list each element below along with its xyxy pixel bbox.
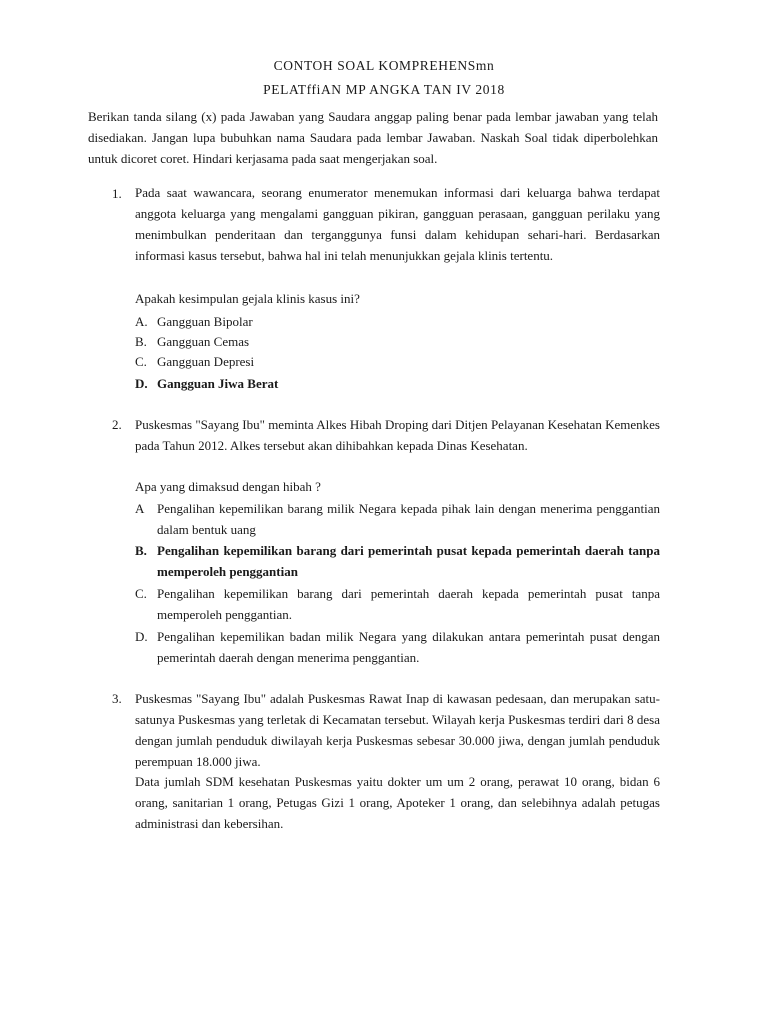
option-text: Pengalihan kepemilikan badan milik Negara yang dilakukan antara pemerintah pusat dengan pemerintah daerah dengan menerima penggantian. (157, 629, 660, 665)
question-text: Puskesmas "Sayang Ibu" adalah Puskesmas Rawat Inap di kawasan pedesaan, dan merupakan satu-satunya Puskesmas yang terletak di Kecamatan tersebut. Wilayah kerja Puskesmas terdiri dari 8 desa dengan jumlah penduduk diwilayah kerja Puskesmas sebesar 30.000 jiwa, dengan jumlah penduduk perempuan 18.000 jiwa. (135, 691, 660, 769)
option-text: Pengalihan kepemilikan barang dari pemerintah daerah kepada pemerintah pusat tanpa memperoleh penggantian. (157, 586, 660, 622)
option-text: Gangguan Bipolar (157, 314, 253, 329)
question-number: 1. (112, 186, 122, 201)
option-label: D. (135, 376, 148, 391)
question-prompt: Apakah kesimpulan gejala klinis kasus ini? (135, 291, 360, 306)
question-number: 3. (112, 691, 122, 706)
option-label: B. (135, 334, 147, 349)
question-prompt: Apa yang dimaksud dengan hibah ? (135, 479, 321, 494)
question-text-continued: Data jumlah SDM kesehatan Puskesmas yaitu dokter um um 2 orang, perawat 10 orang, bidan 6 orang, sanitarian 1 orang, Petugas Gizi 1 orang, Apoteker 1 orang, dan selebihnya adalah petugas administrasi dan kebersihan. (135, 774, 660, 831)
option-text: Gangguan Depresi (157, 354, 255, 369)
instructions-paragraph: Berikan tanda silang (x) pada Jawaban yang Saudara anggap paling benar pada lembar jawaban yang telah disediakan. Jangan lupa bubuhkan nama Saudara pada lembar Jawaban. Naskah Soal tidak diperbolehkan untuk dicoret coret. Hindari kerjasama pada saat mengerjakan soal. (88, 109, 658, 166)
option-label: C. (135, 354, 147, 369)
option-text: Gangguan Jiwa Berat (157, 376, 279, 391)
option-label: D. (135, 629, 148, 644)
question-text: Puskesmas "Sayang Ibu" meminta Alkes Hibah Droping dari Ditjen Pelayanan Kesehatan Kemenkes pada Tahun 2012. Alkes tersebut akan dihibahkan kepada Dinas Kesehatan. (135, 417, 660, 453)
option-text: Gangguan Cemas (157, 334, 250, 349)
option-label: A (135, 501, 145, 516)
document-subtitle: PELATffiAN MP ANGKA TAN IV 2018 (263, 82, 505, 97)
option-label: A. (135, 314, 148, 329)
document-title: CONTOH SOAL KOMPREHENSmn (273, 58, 495, 73)
question-number: 2. (112, 417, 122, 432)
option-label: C. (135, 586, 147, 601)
question-text: Pada saat wawancara, seorang enumerator menemukan informasi dari keluarga bahwa terdapat anggota keluarga yang mengalami gangguan pikiran, gangguan perasaan, gangguan perilaku yang menimbulkan penderitaan dan terganggunya funsi dalam kehidupan sehari-hari. Berdasarkan informasi kasus tersebut, bahwa hal ini telah menunjukkan gejala klinis tertentu. (135, 185, 660, 263)
option-label: B. (135, 543, 147, 558)
option-text: Pengalihan kepemilikan barang milik Negara kepada pihak lain dengan menerima penggantian dalam bentuk uang (157, 501, 660, 537)
option-text: Pengalihan kepemilikan barang dari pemerintah pusat kepada pemerintah daerah tanpa memperoleh penggantian (157, 543, 660, 579)
